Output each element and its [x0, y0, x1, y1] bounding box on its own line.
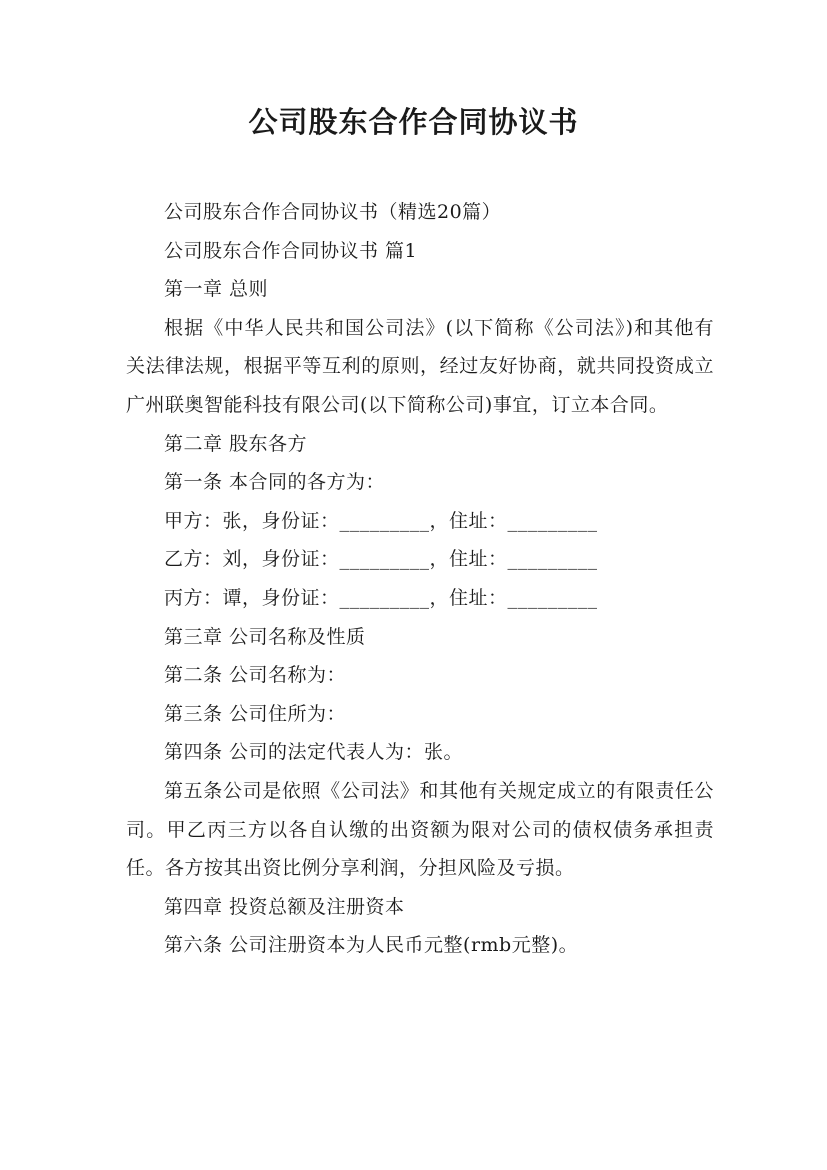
party-c-line: 丙方：谭，身份证：_________，住址：_________ — [164, 586, 598, 609]
clause-4: 第四条 公司的法定代表人为：张。 — [164, 741, 464, 764]
document-title: 公司股东合作合同协议书 — [248, 105, 579, 139]
paragraph-preamble: 根据《中华人民共和国公司法》(以下简称《公司法》)和其他有关法律法规，根据平等互利的原则，经过友好协商，就共同投资成立广州联奥智能科技有限公司(以下简称公司)事宜，订立本合同。 — [126, 316, 714, 416]
party-a-line: 甲方：张，身份证：_________，住址：_________ — [164, 509, 598, 532]
chapter-heading-1: 第一章 总则 — [164, 278, 269, 301]
party-b-line: 乙方：刘，身份证：_________，住址：_________ — [164, 548, 598, 571]
document-body — [126, 193, 714, 965]
paragraph-article-heading: 公司股东合作合同协议书 篇1 — [164, 239, 418, 262]
chapter-heading-2: 第二章 股东各方 — [164, 432, 308, 455]
clause-1: 第一条 本合同的各方为： — [164, 471, 386, 494]
chapter-heading-3: 第三章 公司名称及性质 — [164, 625, 366, 648]
paragraph-subtitle: 公司股东合作合同协议书（精选20篇） — [164, 201, 502, 223]
chapter-heading-4: 第四章 投资总额及注册资本 — [164, 895, 405, 918]
clause-2: 第二条 公司名称为： — [164, 664, 347, 687]
clause-5: 第五条公司是依照《公司法》和其他有关规定成立的有限责任公司。甲乙丙三方以各自认缴的出资额为限对公司的债权债务承担责任。各方按其出资比例分享利润，分担风险及亏损。 — [126, 779, 714, 880]
clause-3: 第三条 公司住所为： — [164, 702, 347, 725]
clause-6: 第六条 公司注册资本为人民币元整(rmb元整)。 — [164, 934, 579, 957]
